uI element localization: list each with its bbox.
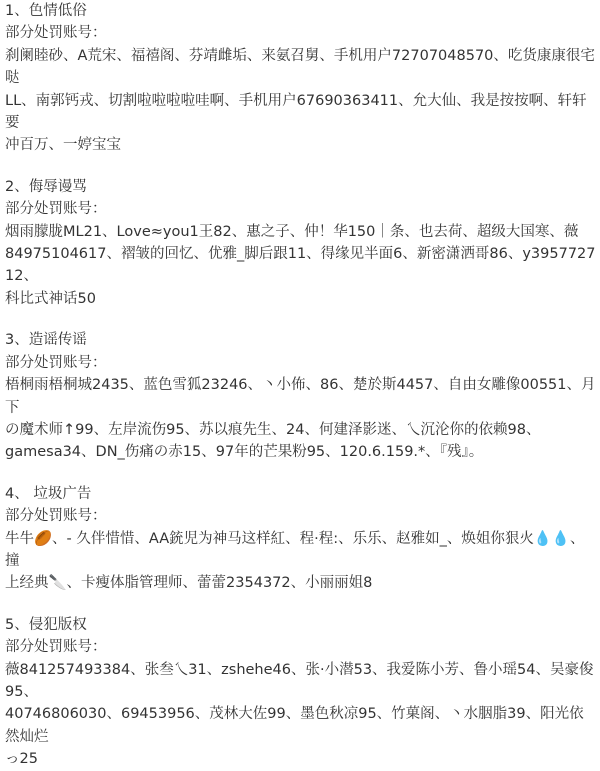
section-label: 部分处罚账号： [5, 508, 107, 525]
section-heading: 3、造谣传谣 [5, 332, 87, 349]
section-heading: 4、 垃圾广告 [5, 485, 92, 502]
section-label: 部分处罚账号： [5, 639, 107, 656]
section-label: 部分处罚账号： [5, 201, 107, 218]
section-insult [5, 176, 596, 310]
account-list-line: 薇841257493384、张叁乀31、zshehe46、张·小潜53、我爱陈小芳、鲁小瑶54、吴豪俊95、 [5, 661, 594, 700]
section-spacer [5, 157, 596, 176]
account-list-line: 84975104617、褶皱的回忆、优雅_脚后跟11、得缘见半面6、新密潇洒哥86、y395772712、 [5, 246, 596, 285]
account-list-line: gamesa34、DN_伤痛の赤15、97年的芒果粉95、120.6.159.*、『残』。 [5, 444, 484, 461]
account-list-line: 刹阑睦砂、A荒宋、福禧阁、芬靖雌垢、来氨召舅、手机用户72707048570、吃货康康很宅哒 [5, 47, 595, 87]
section-spam [5, 483, 596, 595]
section-spacer [5, 464, 596, 483]
account-list-line: 牛牛🏉、- 久伴惜惜、AA銃児为神马这样紅、程·程:、乐乐、赵雅如_、焕姐你狠火💧💧、撞 [5, 530, 585, 569]
account-list-line: 上经典🔪、卡瘦体脂管理师、蕾蕾2354372、小丽丽姐8 [5, 575, 373, 592]
account-list-line: LL、南郭钙戎、切割啦啦啦啦哇啊、手机用户67690363411、允大仙、我是按按啊、轩轩要 [5, 92, 587, 132]
account-list-line: 冲百万、一婷宝宝 [5, 137, 121, 154]
account-list-line: 科比式神话50 [5, 290, 96, 307]
section-label: 部分处罚账号： [5, 354, 107, 371]
section-pornography [5, 0, 596, 157]
section-spacer [5, 595, 596, 614]
section-heading: 2、侮辱谩骂 [5, 178, 87, 195]
section-rumor [5, 329, 596, 463]
section-spacer [5, 310, 596, 329]
section-heading: 5、侵犯版权 [5, 616, 87, 633]
section-heading: 1、色情低俗 [5, 3, 87, 19]
account-list-line: の魔术师↑99、左岸流伤95、苏以痕先生、24、何建泽影迷、乀沉沦你的依赖98、 [5, 421, 541, 438]
account-list-line: 烟雨朦胧ML21、Love≈you1王82、惠之子、仲！华150｜条、也去荷、超级大国寒、薇 [5, 223, 579, 240]
section-copyright [5, 614, 596, 771]
account-list-line: っ25 [5, 751, 38, 768]
account-list-line: 梧桐雨梧桐城2435、蓝色雪狐23246、丶小佈、86、楚於斯4457、自由女雕像00551、月下 [5, 377, 596, 416]
section-label: 部分处罚账号： [5, 25, 107, 42]
account-list-line: 40746806030、69453956、茂林大佐99、墨色秋凉95、竹菓阁、丶水胭脂39、阳光依然灿烂 [5, 706, 584, 745]
